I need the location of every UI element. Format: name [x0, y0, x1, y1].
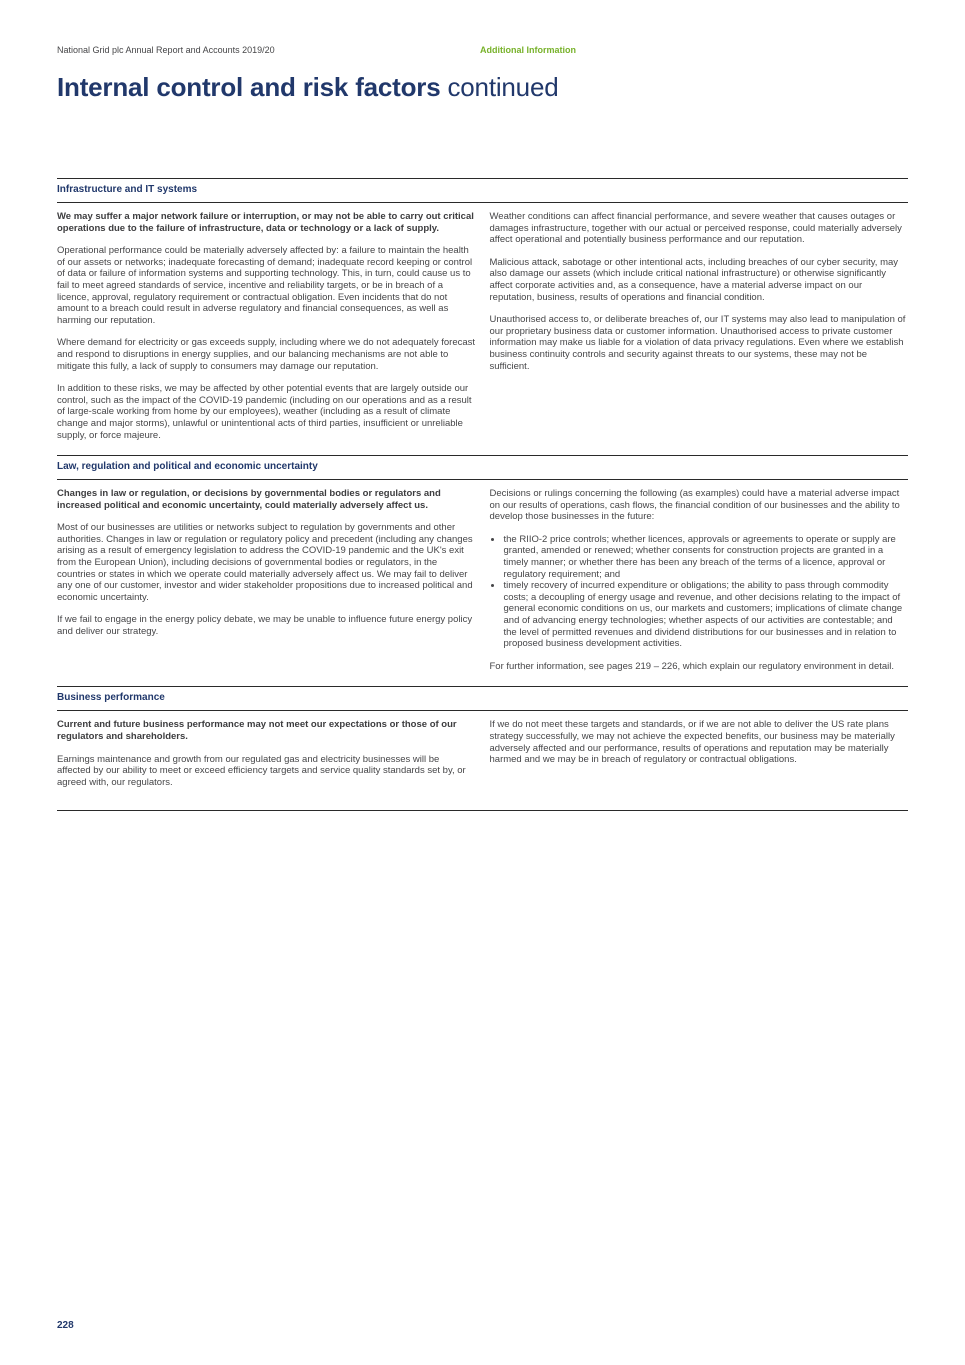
right-column — [490, 211, 909, 452]
section-heading: Business performance — [57, 686, 908, 711]
section-columns — [57, 480, 908, 683]
bullet-item: • the RIIO-2 price controls; whether licences, approvals or agreements to operate or supply are granted, amended or renewed; whether consents for construction projects are granted in a timely manner; or whether there has been any breach of the terms of a licence, approval or regulatory requirement; and — [503, 534, 909, 580]
right-column — [490, 719, 909, 799]
paragraph: If we fail to engage in the energy policy debate, we may be unable to influence future energy policy and deliver our strategy. — [57, 614, 473, 638]
page-title-main: Internal control and risk factors — [57, 72, 441, 102]
paragraph: In addition to these risks, we may be affected by other potential events that are largely outside our control, such as the impact of the COVID-19 pandemic (including on our operations and as a result of large-scale working from home by our employees), weather (including as a result of climate change and major storms), unlawful or unintentional acts of third parties, insufficient or unreliable supply, or force majeure. — [57, 383, 472, 441]
paragraph: Decisions or rulings concerning the following (as examples) could have a material adverse impact on our results of operations, cash flows, the financial condition of our businesses and the ability to develop those businesses in the future: — [489, 488, 900, 523]
report-title: National Grid plc Annual Report and Accounts 2019/20 — [57, 45, 275, 55]
paragraph: Operational performance could be materially adversely affected by: a failure to maintain the health of our assets or networks; inadequate forecasting of demand; inadequate record keeping or control of data or failure of information systems and supporting technology. This, in turn, could cause us to fail to meet agreed standards of service, incentive and reliability targets, or be in breach of a licence, approval, regulatory requirement or contractual obligation. Even incidents that do not amount to a breach could result in adverse regulatory and financial consequences, as well as harming our reputation. — [57, 245, 473, 326]
section-law-regulation-political-economic-uncertainty — [57, 455, 908, 683]
bullet-item: • timely recovery of incurred expenditure or obligations; the ability to pass through commodity costs; a decoupling of energy usage and revenue, and other decisions relating to the impact of general economic conditions on us, our markets and customers; implications of climate change and of advancing energy technologies; whether aspects of our activities are contestable; and the level of permitted revenues and dividend distributions for our businesses and in relation to proposed business development activities. — [503, 580, 909, 650]
paragraph: Unauthorised access to, or deliberate breaches of, our IT systems may also lead to manipulation of our proprietary business data or customer information. Unauthorised access to private customer information may make us liable for a violation of data privacy regulations. Even where we establish business continuity controls and security against threats to our systems, these may not be sufficient. — [489, 314, 906, 372]
lead-paragraph: We may suffer a major network failure or interruption, or may not be able to carry out critical operations due to the failure of infrastructure, data or technology or a lack of supply. — [57, 211, 474, 234]
section-heading: Law, regulation and political and economic uncertainty — [57, 455, 908, 480]
left-column — [57, 488, 476, 683]
left-column — [57, 211, 476, 452]
section-infrastructure-and-it-systems — [57, 178, 908, 452]
lead-paragraph: Changes in law or regulation, or decisions by governmental bodies or regulators and increased political and economic uncertainty, could materially adversely affect us. — [57, 488, 441, 511]
page-number: 228 — [57, 1320, 74, 1331]
paragraph: Weather conditions can affect financial performance, and severe weather that causes outages or damages infrastructure, together with our actual or perceived response, could materially adversely affect operational and potentially business performance and our reputation. — [489, 211, 902, 246]
section-heading: Infrastructure and IT systems — [57, 178, 908, 203]
section-business-performance — [57, 686, 908, 799]
right-column — [490, 488, 909, 683]
paragraph: Earnings maintenance and growth from our regulated gas and electricity businesses will be affected by our ability to meet or exceed efficiency targets and service quality standards set by, or agreed with, our regulators. — [57, 753, 466, 788]
paragraph: If we do not meet these targets and standards, or if we are not able to deliver the US rate plans strategy successfully, we may not achieve the expected benefits, our business may be materially adversely affected and our performance, results of operations and reputation may be materially harmed and we may be in breach of regulatory or contractual obligations. — [489, 719, 895, 766]
page-title-suffix: continued — [447, 72, 559, 102]
section-columns — [57, 711, 908, 799]
page-title — [57, 72, 908, 102]
paragraph: Most of our businesses are utilities or networks subject to regulation by governments and other authorities. Changes in law or regulation or regulatory policy and precedent (including any changes arising as a result of emergency legislation to address the COVID-19 pandemic and the UK's exit from the European Union), including decisions of governmental bodies or regulators, in the countries or states in which we operate could materially adversely affect us. We may fail to deliver any one of our customer, investor and wider stakeholder propositions due to increased political and economic uncertainty. — [57, 522, 473, 603]
page-header — [57, 44, 908, 56]
bullet-list — [490, 534, 909, 650]
closing-rule — [57, 810, 908, 811]
paragraph: For further information, see pages 219 – 226, which explain our regulatory environment in detail. — [489, 660, 895, 672]
additional-information-label: Additional Information — [480, 45, 576, 55]
lead-paragraph: Current and future business performance may not meet our expectations or those of our regulators and shareholders. — [57, 719, 457, 742]
paragraph: Where demand for electricity or gas exceeds supply, including where we do not adequately forecast and respond to disruptions in energy supplies, and our balancing mechanisms are not able to mitigate this fully, a lack of supply to consumers may damage our reputation. — [57, 337, 476, 372]
paragraph: Malicious attack, sabotage or other intentional acts, including breaches of our cyber security, may also damage our assets (which include critical national infrastructure) or otherwise significantly affect corporate activities and, as a consequence, have a material adverse impact on our reputation, business, results of operations and financial condition. — [489, 256, 899, 303]
section-columns — [57, 203, 908, 452]
left-column — [57, 719, 476, 799]
